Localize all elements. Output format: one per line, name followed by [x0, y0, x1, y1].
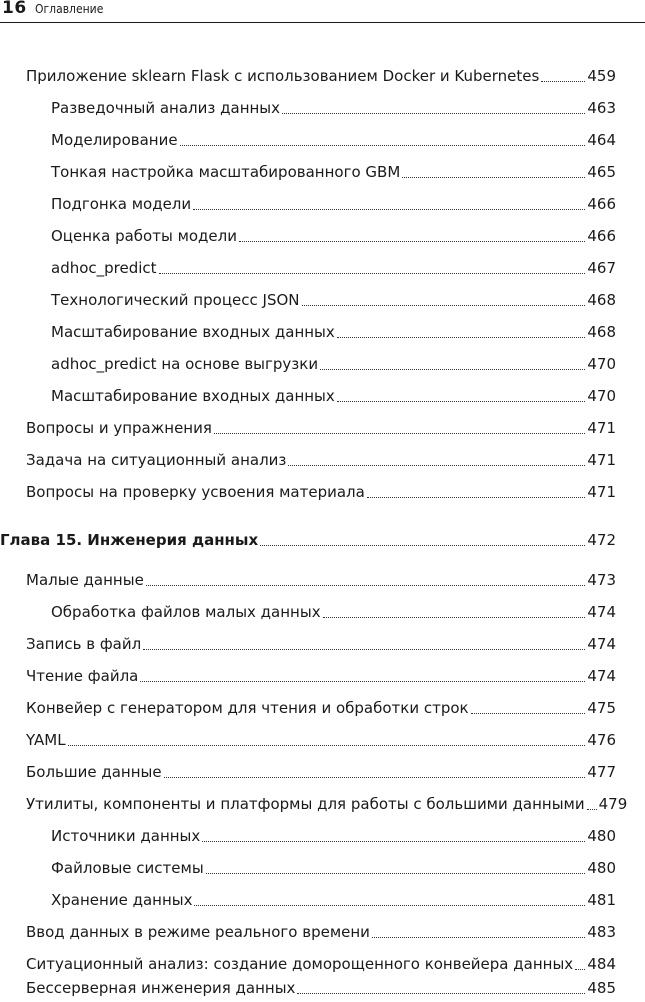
toc-entry-page: 474: [587, 603, 616, 621]
toc-entry-title: Ситуационный анализ: создание доморощенного конвейера данных: [26, 955, 574, 973]
dot-leader: [239, 241, 585, 242]
dot-leader: [320, 369, 585, 370]
toc-entry-big-data-tools[interactable]: [26, 788, 628, 818]
toc-entry-title: Технологический процесс JSON: [51, 291, 300, 309]
dot-leader: [146, 585, 586, 586]
toc-entry-page: 471: [587, 451, 616, 469]
dot-leader: [180, 145, 586, 146]
dot-leader: [206, 873, 586, 874]
toc-entry-gbm-tuning[interactable]: [51, 156, 616, 186]
toc-entry-title: adhoc_predict на основе выгрузки: [51, 355, 319, 373]
toc-entry-file-write[interactable]: [26, 628, 616, 658]
toc-entry-page: 474: [587, 635, 616, 653]
toc-entry-case-study[interactable]: [26, 444, 616, 474]
toc-entry-eda[interactable]: [51, 92, 616, 122]
toc-entry-page: 475: [587, 699, 616, 717]
toc-entry-title: Подгонка модели: [51, 195, 192, 213]
toc-entry-title: Источники данных: [51, 827, 201, 845]
toc-entry-title: Приложение sklearn Flask с использованием Docker и Kubernetes: [26, 67, 540, 85]
toc-entry-page: 468: [587, 291, 616, 309]
dot-leader: [367, 497, 586, 498]
toc-entry-yaml[interactable]: [26, 724, 616, 754]
dot-leader: [140, 681, 585, 682]
toc-entry-title: Тонкая настройка масштабированного GBM: [51, 163, 401, 181]
dot-leader: [260, 545, 585, 546]
page-header: [0, 0, 645, 23]
toc-entry-model-fitting[interactable]: [51, 188, 616, 218]
toc-entry-title: Конвейер с генератором для чтения и обработки строк: [26, 699, 469, 717]
dot-leader: [402, 177, 585, 178]
toc-entry-title: Масштабирование входных данных: [51, 323, 335, 341]
toc-entry-flask-app[interactable]: [26, 60, 616, 90]
toc-entry-modeling[interactable]: [51, 124, 616, 154]
toc-entry-generator-pipeline[interactable]: [26, 692, 616, 722]
toc-entry-title: Обработка файлов малых данных: [51, 603, 321, 621]
toc-entry-model-evaluation[interactable]: [51, 220, 616, 250]
toc-entry-page: 485: [587, 979, 616, 997]
toc-entry-page: 473: [587, 571, 616, 589]
toc-entry-title: Чтение файла: [26, 667, 139, 685]
dot-leader: [159, 273, 586, 274]
toc-entry-title: Масштабирование входных данных: [51, 387, 335, 405]
running-head: Оглавление: [35, 2, 104, 16]
toc-entry-small-data-files[interactable]: [51, 596, 616, 626]
toc-entry-page: 459: [587, 67, 616, 85]
toc-entry-json-workflow[interactable]: [51, 284, 616, 314]
dot-leader: [68, 745, 586, 746]
toc-entry-page: 470: [587, 355, 616, 373]
dot-leader: [575, 969, 585, 970]
toc-entry-realtime-ingestion[interactable]: [26, 916, 616, 946]
dot-leader: [202, 841, 585, 842]
toc-entry-review-questions[interactable]: [26, 476, 616, 506]
toc-entry-title: Оценка работы модели: [51, 227, 237, 245]
dot-leader: [288, 465, 585, 466]
dot-leader: [587, 809, 597, 810]
toc-entry-page: 474: [587, 667, 616, 685]
toc-entry-page: 483: [587, 923, 616, 941]
toc-entry-page: 479: [598, 795, 628, 813]
toc-entry-input-scaling-2[interactable]: [51, 380, 616, 410]
page-number: 16: [2, 0, 27, 18]
toc-entry-page: 470: [587, 387, 616, 405]
toc-entry-title: YAML: [26, 731, 66, 749]
toc-entry-page: 477: [587, 763, 616, 781]
toc-entry-data-sources[interactable]: [51, 820, 616, 850]
toc-entry-page: 476: [587, 731, 616, 749]
toc-entry-input-scaling[interactable]: [51, 316, 616, 346]
toc-entry-page: 464: [587, 131, 616, 149]
toc-entry-adhoc-predict[interactable]: [51, 252, 616, 282]
toc-entry-file-read[interactable]: [26, 660, 616, 690]
toc-entry-small-data[interactable]: [26, 564, 616, 594]
toc-entry-title: adhoc_predict: [51, 259, 157, 277]
toc-entry-file-systems[interactable]: [51, 852, 616, 882]
dot-leader: [302, 305, 586, 306]
toc-entry-title: Ввод данных в режиме реального времени: [26, 923, 370, 941]
toc-chapter-15[interactable]: [0, 524, 616, 554]
dot-leader: [193, 209, 585, 210]
dot-leader: [194, 905, 585, 906]
toc-entry-title: Задача на ситуационный анализ: [26, 451, 287, 469]
toc-entry-title: Разведочный анализ данных: [51, 99, 281, 117]
toc-entry-page: 468: [587, 323, 616, 341]
toc-entry-title: Моделирование: [51, 131, 178, 149]
toc-entry-data-storage[interactable]: [51, 884, 616, 914]
toc-entry-questions-exercises[interactable]: [26, 412, 616, 442]
toc-entry-title: Файловые системы: [51, 859, 204, 877]
toc-entry-serverless-data-engineering[interactable]: [26, 972, 616, 1002]
dot-leader: [337, 337, 586, 338]
toc-entry-title: Малые данные: [26, 571, 144, 589]
dot-leader: [282, 113, 585, 114]
toc-entry-page: 471: [587, 483, 616, 501]
dot-leader: [541, 81, 585, 82]
toc-entry-page: 484: [587, 955, 616, 973]
toc-entry-big-data[interactable]: [26, 756, 616, 786]
toc-entry-page: 467: [587, 259, 616, 277]
dot-leader: [164, 777, 586, 778]
toc-entry-page: 463: [587, 99, 616, 117]
toc-entry-title: Утилиты, компоненты и платформы для работы с большими данными: [26, 795, 585, 813]
dot-leader: [323, 617, 586, 618]
toc-entry-page: 466: [587, 227, 616, 245]
toc-entry-page: 472: [587, 531, 616, 549]
toc-entry-title: Вопросы на проверку усвоения материала: [26, 483, 365, 501]
toc-entry-page: 465: [587, 163, 616, 181]
dot-leader: [143, 649, 585, 650]
dot-leader: [297, 993, 585, 994]
toc-entry-title: Запись в файл: [26, 635, 142, 653]
toc-chapter-title: Глава 15. Инженерия данных: [0, 531, 259, 549]
toc-entry-page: 466: [587, 195, 616, 213]
toc-entry-title: Бессерверная инженерия данных: [26, 979, 296, 997]
toc-entry-page: 471: [587, 419, 616, 437]
dot-leader: [372, 937, 585, 938]
toc-entry-page: 481: [587, 891, 616, 909]
toc-entry-title: Вопросы и упражнения: [26, 419, 212, 437]
toc-entry-adhoc-predict-dump[interactable]: [51, 348, 616, 378]
dot-leader: [471, 713, 586, 714]
toc-entry-page: 480: [587, 859, 616, 877]
toc-entry-title: Большие данные: [26, 763, 162, 781]
toc-entry-title: Хранение данных: [51, 891, 193, 909]
dot-leader: [337, 401, 586, 402]
toc-entry-page: 480: [587, 827, 616, 845]
dot-leader: [214, 433, 585, 434]
